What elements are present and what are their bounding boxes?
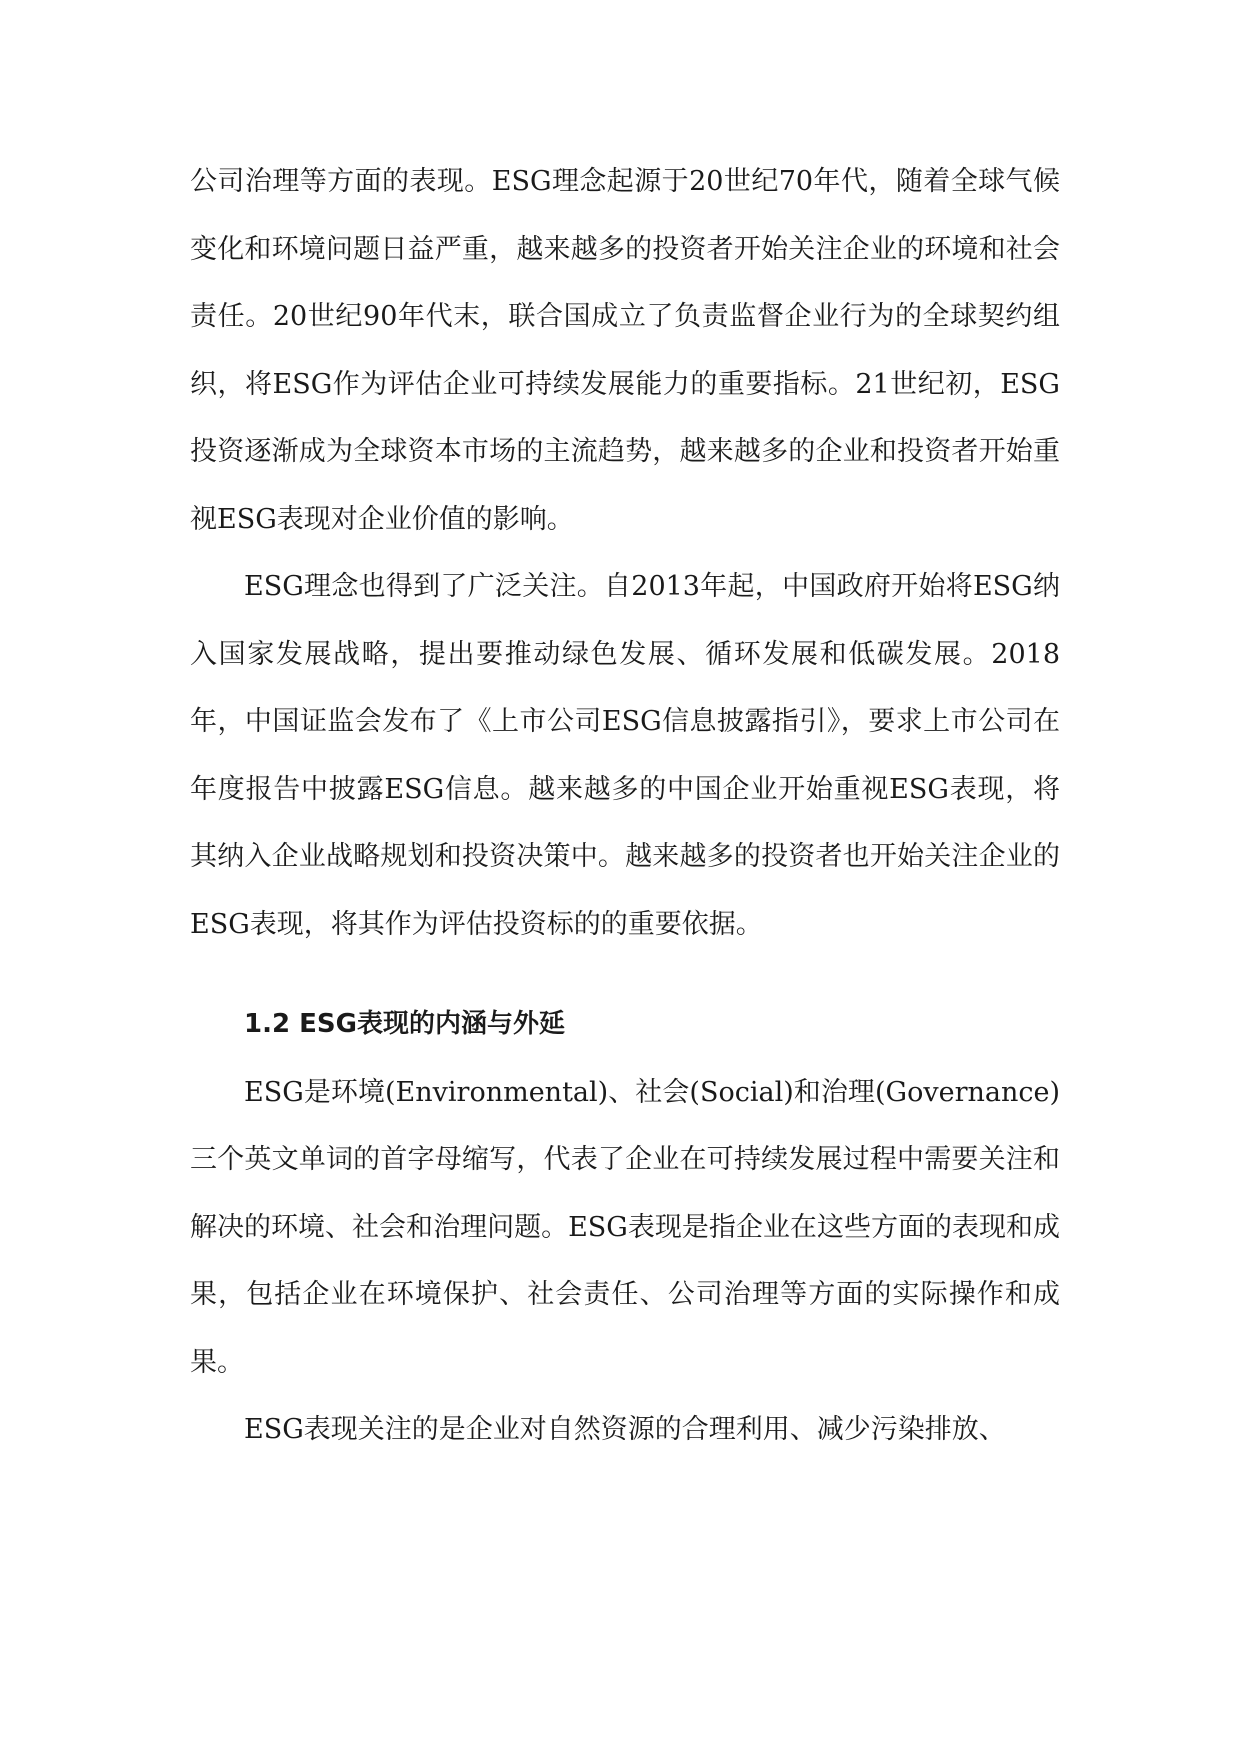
paragraph: ESG理念也得到了广泛关注。自2013年起，中国政府开始将ESG纳入国家发展战略，提出要推动绿色发展、循环发展和低碳发展。2018年，中国证监会发布了《上市公司ESG信息披露指引》，要求上市公司在年度报告中披露ESG信息。越来越多的中国企业开始重视ESG表现，将其纳入企业战略规划和投资决策中。越来越多的投资者也开始关注企业的ESG表现，将其作为评估投资标的的重要依据。	[190, 571, 1060, 940]
paragraph: ESG是环境(Environmental)、社会(Social)和治理(Governance)三个英文单词的首字母缩写，代表了企业在可持续发展过程中需要关注和解决的环境、社会和治理问题。ESG表现是指企业在这些方面的表现和成果，包括企业在环境保护、社会责任、公司治理等方面的实际操作和成果。	[190, 1076, 1060, 1378]
paragraph-continued: 公司治理等方面的表现。ESG理念起源于20世纪70年代，随着全球气候变化和环境问题日益严重，越来越多的投资者开始关注企业的环境和社会责任。20世纪90年代末，联合国成立了负责监督企业行为的全球契约组织，将ESG作为评估企业可持续发展能力的重要指标。21世纪初，ESG投资逐渐成为全球资本市场的主流趋势，越来越多的企业和投资者开始重视ESG表现对企业价值的影响。	[190, 166, 1060, 535]
paragraph: ESG表现关注的是企业对自然资源的合理利用、减少污染排放、	[244, 1414, 1006, 1445]
section-heading: 1.2 ESG表现的内涵与外延	[244, 1009, 565, 1039]
body-text	[190, 148, 1060, 1464]
